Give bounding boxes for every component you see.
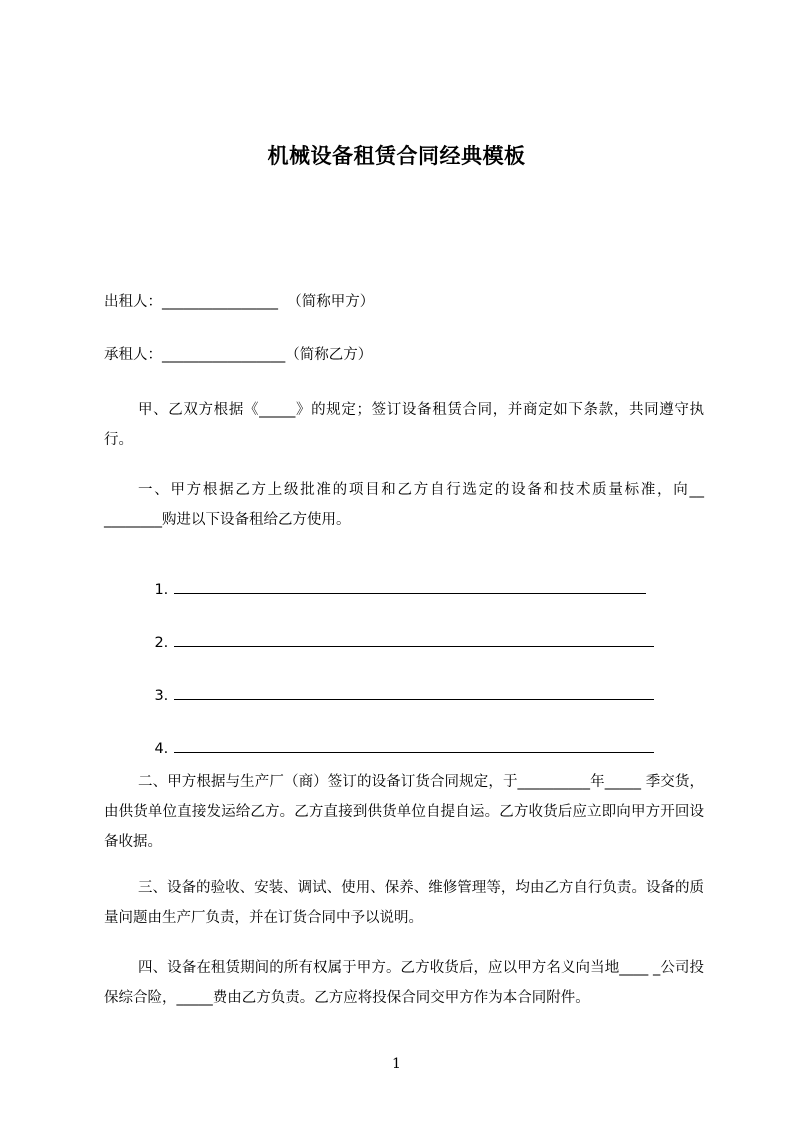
equipment-item-2 (136, 612, 654, 673)
blank-fill-line (174, 685, 654, 700)
document-title: 机械设备租赁合同经典模板 (267, 144, 526, 168)
blank-fill-line (174, 579, 646, 594)
equipment-item-3 (136, 665, 654, 726)
equipment-item-label: 2. (154, 635, 169, 651)
clause-3-paragraph: 三、设备的验收、安装、调试、使用、保养、维修管理等，均由乙方自行负责。设备的质量问题由生产厂负责，并在订货合同中予以说明。 (104, 880, 704, 926)
equipment-item-label: 4. (154, 741, 169, 757)
preamble-paragraph: 甲、乙双方根据《_____》的规定；签订设备租赁合同，并商定如下条款，共同遵守执行。 (104, 402, 704, 448)
lessor-line: 出租人：________________ （简称甲方） (104, 294, 375, 310)
clause-2-paragraph: 二、甲方根据与生产厂（商）签订的设备订货合同规定，于__________年_____ 季交货，由供货单位直接发运给乙方。乙方直接到供货单位自提自运。乙方收货后应立即向甲方开回设备收据。 (104, 774, 704, 850)
blank-fill-line (174, 738, 654, 753)
equipment-item-label: 3. (154, 688, 169, 704)
equipment-item-1 (136, 559, 646, 620)
blank-fill-line (174, 632, 654, 647)
lessee-line: 承租人：_________________（简称乙方） (104, 347, 373, 363)
clause-1-paragraph: 一、甲方根据乙方上级批准的项目和乙方自行选定的设备和技术质量标准，向__ ________购进以下设备租给乙方使用。 (104, 482, 704, 528)
clause-4-paragraph: 四、设备在租赁期间的所有权属于甲方。乙方收货后，应以甲方名义向当地____ _公司投保综合险，_____费由乙方负责。乙方应将投保合同交甲方作为本合同附件。 (104, 960, 704, 1006)
equipment-item-label: 1. (154, 582, 169, 598)
page-number: 1 (392, 1056, 401, 1072)
